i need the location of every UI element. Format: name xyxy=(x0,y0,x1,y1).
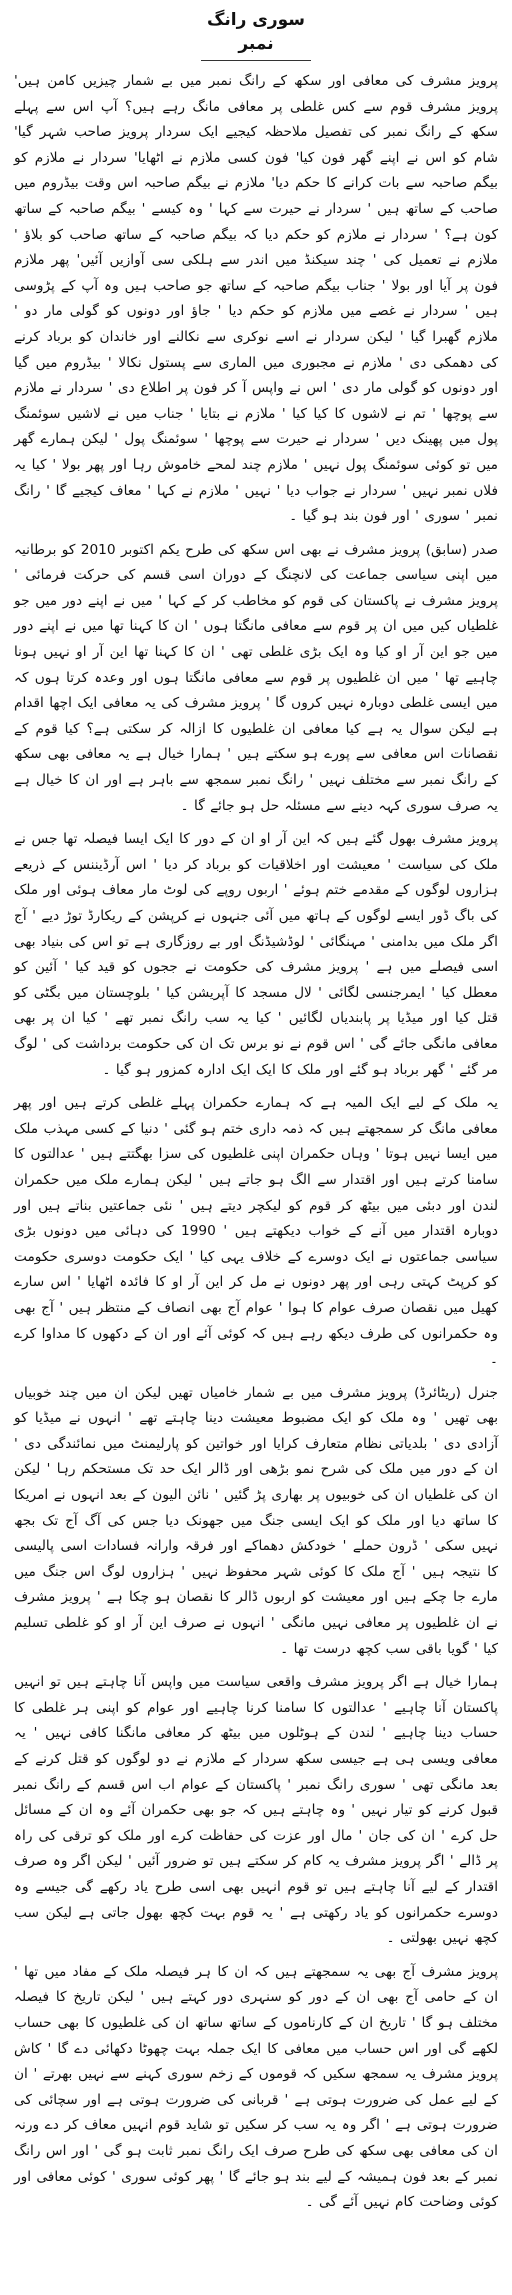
article-title: سوری رانگ نمبر xyxy=(201,8,311,61)
paragraph: صدر (سابق) پرویز مشرف نے بھی اس سکھ کی طرح یکم اکتوبر 2010 کو برطانیہ میں اپنی سیاسی جماعت کی لانچنگ کے دوران اسی قسم کی حرکت فرمائی ' پرویز مشرف نے پاکستان کی قوم کو مخاطب کر کے کہا ' میں نے اپنے دور میں جو غلطیاں کیں میں ان پر قوم سے معافی مانگتا ہوں ' ان کا کہنا تھا میں نے اپنے دور میں جو این آر او کیا وہ ایک بڑی غلطی تھی ' ان کا کہنا تھا این آر او نہیں ہونا چاہیے تھا ' میں ان غلطیوں پر قوم سے معافی مانگتا ہوں اور وعدہ کرتا ہوں کہ میں ایسی غلطی دوبارہ نہیں کروں گا ' پرویز مشرف کی یہ معافی ایک اچھا اقدام ہے لیکن سوال یہ ہے کیا معافی ان غلطیوں کا ازالہ کر سکتی ہے؟ کیا قوم کے نقصانات اس معافی سے پورے ہو سکتے ہیں ' ہمارا خیال ہے یہ معافی بھی سکھ کے رانگ نمبر سے مختلف نہیں ' رانگ نمبر سمجھ سے باہر ہے اور ان کا خیال ہے یہ صرف سوری کہہ دینے سے مسئلہ حل ہو جائے گا ۔ xyxy=(14,541,498,814)
paragraph: پرویز مشرف کی معافی اور سکھ کے رانگ نمبر میں بے شمار چیزیں کامن ہیں' پرویز مشرف قوم سے کس غلطی پر معافی مانگ رہے ہیں؟ آپ اس سے پہلے سکھ کے رانگ نمبر کی تفصیل ملاحظہ کیجیے ایک سردار پرویز صاحب شہر گیا' شام کو اس نے اپنے گھر فون کیا' فون کسی ملازم نے اٹھایا' سردار نے ملازم کو بیگم صاحبہ سے بات کرانے کا حکم دیا' ملازم نے بیگم صاحبہ اس وقت بیڈروم میں صاحب کے ساتھ ہیں ' سردار نے حیرت سے کہا ' وہ کیسے ' بیگم صاحبہ کے ساتھ کون ہے؟ ' سردار نے ملازم کو حکم دیا کہ بیگم صاحبہ کے ساتھ صاحب کو بلاؤ ' ملازم نے تعمیل کی ' چند سیکنڈ میں اندر سے ہلکی سی آوازیں آئیں' پھر ملازم فون پر آیا اور بولا ' جناب بیگم صاحبہ کے ساتھ جو صاحب ہیں وہ آپ کے پڑوسی ہیں ' سردار نے غصے میں ملازم کو حکم دیا ' جاؤ اور دونوں کو گولی مار دو ' ملازم گھبرا گیا ' لیکن سردار نے اسے نوکری سے نکالنے اور خاندان کو برباد کرنے کی دھمکی دی ' ملازم نے مجبوری میں الماری سے پستول نکالا ' بیڈروم میں گیا اور دونوں کو گولی مار دی ' اس نے واپس آ کر فون پر اطلاع دی ' سردار نے ملازم سے پوچھا ' تم نے لاشوں کا کیا کیا ' ملازم نے بتایا ' جناب میں نے لاشیں سوئمنگ پول میں پھینک دیں ' سردار نے حیرت سے پوچھا ' سوئمنگ پول ' لیکن ہمارے گھر میں تو کوئی سوئمنگ پول نہیں ' ملازم چند لمحے خاموش رہا اور پھر بولا ' کیا یہ فلاں نمبر نہیں ' سردار نے جواب دیا ' نہیں ' ملازم نے کہا ' معاف کیجیے گا ' رانگ نمبر ' سوری ' اور فون بند ہو گیا ۔ xyxy=(14,73,498,525)
paragraph: پرویز مشرف بھول گئے ہیں کہ این آر او ان کے دور کا ایک ایسا فیصلہ تھا جس نے ملک کی سیاست ' معیشت اور اخلاقیات کو برباد کر دیا ' اس آرڈیننس کے ذریعے ہزاروں لوگوں کے مقدمے ختم ہوئے ' اربوں روپے کی لوٹ مار معاف ہوئی اور ملک کی باگ ڈور ایسے لوگوں کے ہاتھ میں آئی جنہوں نے کرپشن کے ریکارڈ توڑ دیے ' آج اگر ملک میں بدامنی ' مہنگائی ' لوڈشیڈنگ اور بے روزگاری ہے تو اس کی بنیاد بھی اسی فیصلے میں ہے ' پرویز مشرف کی حکومت نے ججوں کو قید کیا ' آئین کو معطل کیا ' ایمرجنسی لگائی ' لال مسجد کا آپریشن کیا ' بلوچستان میں بگٹی کو قتل کیا اور میڈیا پر پابندیاں لگائیں ' کیا یہ سب رانگ نمبر تھے ' کیا ان پر بھی معافی مانگی جائے گی ' اس قوم نے نو برس تک ان کی حکومت برداشت کی ' لوگ مر گئے ' گھر برباد ہو گئے اور ملک کا ایک ایک ادارہ کمزور ہو گیا ۔ xyxy=(14,831,498,1078)
paragraph: ہمارا خیال ہے اگر پرویز مشرف واقعی سیاست میں واپس آنا چاہتے ہیں تو انہیں پاکستان آنا چاہیے ' عدالتوں کا سامنا کرنا چاہیے اور عوام کو اپنی ہر غلطی کا حساب دینا چاہیے ' لندن کے ہوٹلوں میں بیٹھ کر معافی مانگنا کافی نہیں ' یہ معافی ویسی ہی ہے جیسی سکھ سردار کے ملازم نے دو لوگوں کو قتل کرنے کے بعد مانگی تھی ' سوری رانگ نمبر ' پاکستان کے عوام اب اس قسم کے رانگ نمبر قبول کرنے کو تیار نہیں ' وہ چاہتے ہیں کہ جو بھی حکمران آئے وہ ان کے مسائل حل کرے ' ان کی جان ' مال اور عزت کی حفاظت کرے اور ملک کو ترقی کی راہ پر ڈالے ' اگر پرویز مشرف یہ کام کر سکتے ہیں تو ضرور آئیں ' لیکن اگر وہ صرف اقتدار کے لیے آنا چاہتے ہیں تو قوم انہیں بھی اسی طرح یاد رکھے گی جیسے وہ دوسرے حکمرانوں کو یاد رکھتی ہے ' یہ قوم بہت کچھ بھول جاتی ہے لیکن سب کچھ نہیں بھولتی ۔ xyxy=(14,1674,498,1947)
paragraph: یہ ملک کے لیے ایک المیہ ہے کہ ہمارے حکمران پہلے غلطی کرتے ہیں اور پھر معافی مانگ کر سمجھتے ہیں کہ ذمہ داری ختم ہو گئی ' دنیا کے کسی مہذب ملک میں ایسا نہیں ہوتا ' وہاں حکمران اپنی غلطیوں کی سزا بھگتتے ہیں ' عدالتوں کا سامنا کرتے ہیں اور اقتدار سے الگ ہو جاتے ہیں ' لیکن ہمارے ملک میں حکمران لندن اور دبئی میں بیٹھ کر قوم کو لیکچر دیتے ہیں ' نئی جماعتیں بناتے ہیں اور دوبارہ اقتدار میں آنے کے خواب دیکھتے ہیں ' 1990 کی دہائی میں دونوں بڑی سیاسی جماعتوں نے ایک دوسرے کے خلاف یہی کیا ' ایک حکومت دوسری حکومت کو کرپٹ کہتی رہی اور پھر دونوں نے مل کر این آر او کا فائدہ اٹھایا ' اس سارے کھیل میں نقصان صرف عوام کا ہوا ' عوام آج بھی انصاف کے منتظر ہیں ' آج بھی وہ حکمرانوں کی طرف دیکھ رہے ہیں کہ کوئی آئے اور ان کے دکھوں کا مداوا کرے ۔ xyxy=(14,1095,499,1368)
paragraph: پرویز مشرف آج بھی یہ سمجھتے ہیں کہ ان کا ہر فیصلہ ملک کے مفاد میں تھا ' ان کے حامی آج بھی ان کے دور کو سنہری دور کہتے ہیں ' لیکن تاریخ کا فیصلہ مختلف ہو گا ' تاریخ ان کے کارناموں کے ساتھ ساتھ ان کی غلطیوں کا بھی حساب لکھے گی اور اس حساب میں معافی کا ایک جملہ بہت چھوٹا دکھائی دے گا ' کاش پرویز مشرف یہ سمجھ سکیں کہ قوموں کے زخم سوری کہنے سے نہیں بھرتے ' ان کے لیے عمل کی ضرورت ہوتی ہے ' قربانی کی ضرورت ہوتی ہے اور سچائی کی ضرورت ہوتی ہے ' اگر وہ یہ سب کر سکیں تو شاید قوم انہیں معاف کر دے ورنہ ان کی معافی بھی سکھ کی طرح صرف ایک رانگ نمبر ثابت ہو گی ' اور اس رانگ نمبر کے بعد فون ہمیشہ کے لیے بند ہو جائے گا ' پھر کوئی سوری ' کوئی معافی اور کوئی وضاحت کام نہیں آئے گی ۔ xyxy=(14,1963,498,2211)
paragraph: جنرل (ریٹائرڈ) پرویز مشرف میں بے شمار خامیاں تھیں لیکن ان میں چند خوبیاں بھی تھیں ' وہ ملک کو ایک مضبوط معیشت دینا چاہتے تھے ' انہوں نے میڈیا کو آزادی دی ' بلدیاتی نظام متعارف کرایا اور خواتین کو پارلیمنٹ میں نمائندگی دی ' ان کے دور میں ملک کی شرح نمو بڑھی اور ڈالر ایک حد تک مستحکم رہا ' لیکن ان کی غلطیاں ان کی خوبیوں پر بھاری پڑ گئیں ' نائن الیون کے بعد انہوں نے امریکا کا ساتھ دیا اور ملک کو ایک ایسی جنگ میں جھونک دیا جس کی آگ آج تک بجھ نہیں سکی ' ڈرون حملے ' خودکش دھماکے اور فرقہ وارانہ فسادات اسی پالیسی کا نتیجہ ہیں ' آج ملک کا کوئی شہر محفوظ نہیں ' ہزاروں لوگ اس جنگ میں مارے جا چکے ہیں اور معیشت کو اربوں ڈالر کا نقصان ہو چکا ہے ' پرویز مشرف نے ان غلطیوں پر معافی نہیں مانگی ' انہوں نے صرف این آر او کو غلطی تسلیم کیا ' گویا باقی سب کچھ درست تھا ۔ xyxy=(14,1384,498,1657)
